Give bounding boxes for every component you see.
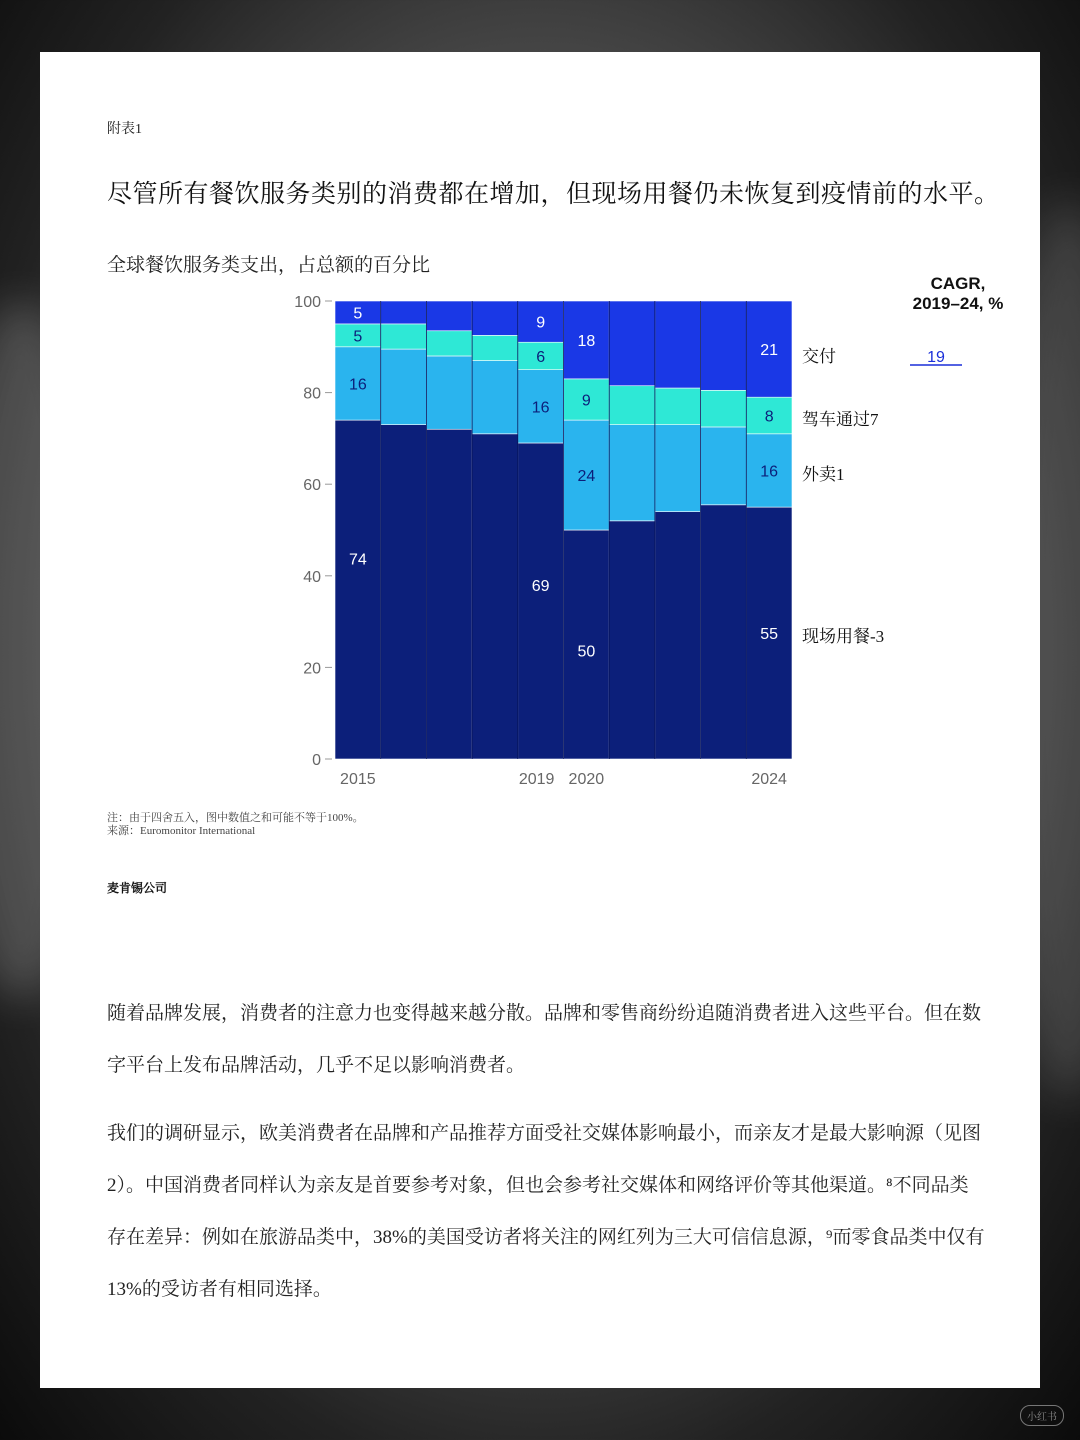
x-tick-label-2024: 2024 (751, 771, 787, 788)
series-label-交付: 交付 (802, 347, 836, 366)
bar-现场用餐-2016 (381, 425, 427, 759)
y-tick-label-20: 20 (303, 660, 321, 678)
bar-外卖-2023 (701, 427, 747, 505)
data-label-外卖-2019: 16 (531, 399, 550, 417)
data-label-驾车通过-2020: 9 (581, 392, 591, 410)
cagr-header-line-1: CAGR, (930, 274, 986, 293)
bar-现场用餐-2022 (655, 512, 701, 759)
data-label-交付-2020: 18 (577, 332, 596, 350)
bar-驾车通过-2017 (426, 331, 472, 356)
bar-现场用餐-2015 (335, 420, 381, 759)
y-tick-label-60: 60 (303, 477, 321, 495)
data-label-外卖-2024: 16 (760, 463, 779, 481)
bar-交付-2016 (381, 301, 427, 324)
cagr-value-delivery: 19 (927, 349, 945, 366)
bar-外卖-2022 (655, 425, 701, 512)
bar-现场用餐-2019 (518, 443, 564, 759)
data-label-交付-2019: 9 (536, 314, 546, 332)
bar-驾车通过-2021 (609, 386, 655, 425)
chart-note (107, 812, 364, 838)
data-label-现场用餐-2019: 69 (531, 577, 550, 595)
data-label-交付-2015: 5 (353, 305, 363, 323)
bar-现场用餐-2018 (472, 434, 518, 759)
data-label-交付-2024: 21 (760, 342, 779, 360)
bars-group (335, 301, 792, 759)
data-label-现场用餐-2020: 50 (577, 643, 596, 661)
series-labels (802, 274, 1003, 646)
bar-现场用餐-2021 (609, 521, 655, 759)
source-note: 来源：Euromonitor International (107, 825, 256, 837)
bar-外卖-2021 (609, 425, 655, 521)
series-label-外卖: 外卖1 (802, 465, 845, 484)
bar-现场用餐-2017 (426, 429, 472, 759)
body-paragraph-1: 随着品牌发展，消费者的注意力也变得越来越分散。品牌和零售商纷纷追随消费者进入这些平台。但在数字平台上发布品牌活动，几乎不足以影响消费者。 (107, 1003, 982, 1076)
bar-交付-2023 (701, 301, 747, 390)
data-label-驾车通过-2015: 5 (353, 328, 363, 346)
y-tick-label-0: 0 (312, 752, 321, 769)
bar-驾车通过-2023 (701, 390, 747, 427)
rounding-note: 注：由于四舍五入，图中数值之和可能不等于100%。 (107, 812, 364, 824)
bar-交付-2022 (655, 301, 701, 388)
bar-驾车通过-2018 (472, 335, 518, 360)
y-tick-label-40: 40 (303, 568, 321, 586)
y-tick-label-100: 100 (294, 294, 321, 311)
x-tick-label-2019: 2019 (518, 771, 555, 788)
y-axis (294, 294, 332, 769)
watermark: 小红书 (1020, 1405, 1064, 1426)
bar-交付-2021 (609, 301, 655, 386)
chart-headline: 尽管所有餐饮服务类别的消费都在增加，但现场用餐仍未恢复到疫情前的水平。 (107, 181, 1000, 208)
chart-subtitle: 全球餐饮服务类支出，占总额的百分比 (107, 255, 431, 276)
exhibit-label: 附表1 (107, 122, 142, 137)
data-label-驾车通过-2024: 8 (764, 408, 774, 426)
data-label-驾车通过-2019: 6 (536, 348, 546, 366)
bar-外卖-2017 (426, 356, 472, 429)
company-name: 麦肯锡公司 (107, 881, 168, 895)
x-tick-label-2015: 2015 (340, 771, 376, 788)
x-axis (340, 771, 787, 788)
stacked-bar-chart (40, 52, 1040, 812)
body-paragraph-2: 我们的调研显示，欧美消费者在品牌和产品推荐方面受社交媒体影响最小，而亲友才是最大影响源（见图2）。中国消费者同样认为亲友是首要参考对象，但也会参考社交媒体和网络评价等其他渠道。⁸不同品类存在差异：例如在旅游品类中，38%的美国受访者将关注的网红列为三大可信信息源，⁹而零食品类中仅有13%的受访者有相同选择。 (107, 1123, 985, 1300)
series-label-驾车通过: 驾车通过7 (802, 410, 879, 429)
data-label-外卖-2020: 24 (577, 468, 596, 486)
data-label-外卖-2015: 16 (348, 376, 367, 394)
content-card (40, 52, 1040, 1388)
bar-交付-2017 (426, 301, 472, 331)
cagr-header-line-2: 2019–24, % (912, 294, 1004, 313)
data-label-现场用餐-2015: 74 (348, 551, 367, 569)
data-label-现场用餐-2024: 55 (760, 626, 779, 644)
x-tick-label-2020: 2020 (568, 771, 605, 788)
bar-外卖-2016 (381, 349, 427, 425)
bar-现场用餐-2023 (701, 505, 747, 759)
bar-外卖-2018 (472, 361, 518, 434)
bar-交付-2018 (472, 301, 518, 335)
bar-驾车通过-2016 (381, 324, 427, 349)
y-tick-label-80: 80 (303, 385, 321, 403)
bar-驾车通过-2022 (655, 388, 701, 425)
series-label-现场用餐: 现场用餐-3 (802, 627, 885, 646)
